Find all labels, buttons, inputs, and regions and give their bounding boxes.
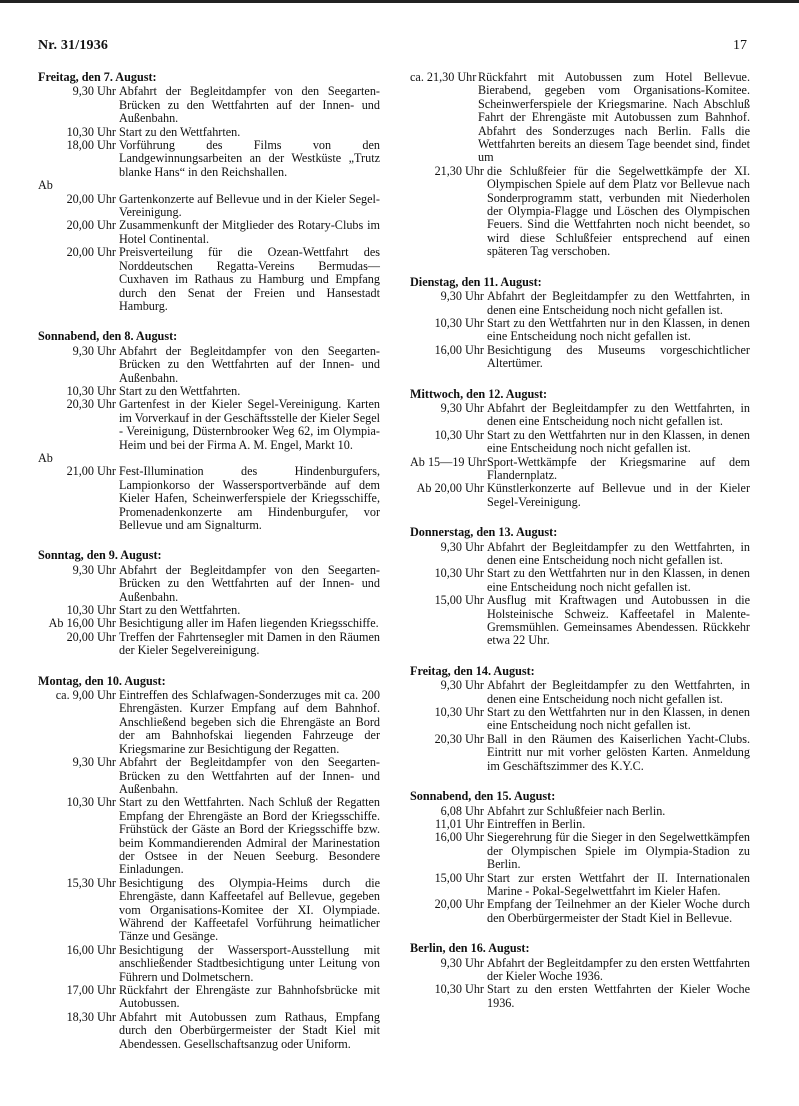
event-row (38, 126, 380, 139)
event-text: Fest-Illumination des Hindenburgufers, Lampionkorso der Wassersportverbände auf dem Kieler Hafen, Scheinwerferspiele der Kriegsschiffe, Promenadenkonzerte am Hindenburgufer, vor Bellevue und am Signalturm. (119, 464, 380, 532)
event-time: 16,00 Uhr (434, 342, 484, 357)
event-time: ca. 9,00 Uhr (55, 688, 116, 703)
event-time: 11,01 Uhr (435, 816, 484, 831)
event-text: Start zu den Wettfahrten nur in den Klassen, in denen eine Entscheidung noch nicht gefallen ist. (487, 566, 750, 594)
event-text: Siegerehrung für die Sieger in den Segelwettkämpfen der Olympischen Spiele im Olympia-Stadion zu Berlin. (487, 830, 750, 872)
event-time: 9,30 Uhr (440, 678, 484, 693)
event-time: 9,30 Uhr (440, 289, 484, 304)
right-column (410, 71, 750, 1027)
event-text: Abfahrt der Begleitdampfer von den Seegarten-Brücken zu den Wettfahrten auf der Innen- und Außenbahn. (119, 562, 380, 604)
event-row (38, 219, 380, 246)
event-text: Ball in den Räumen des Kaiserlichen Yacht-Clubs. Eintritt nur mit vorher gelösten Karten. Anmeldung im Geschäftszimmer des K.Y.C. (487, 731, 750, 773)
top-rule (0, 0, 799, 3)
event-text: Abfahrt zur Schlußfeier nach Berlin. (487, 803, 666, 818)
event-text: Start zur ersten Wettfahrt der II. Internationalen Marine - Pokal-Segelwettfahrt im Kieler Hafen. (487, 870, 750, 898)
event-text: Abfahrt der Begleitdampfer von den Seegarten-Brücken zu den Wettfahrten auf der Innen- und Außenbahn. (119, 84, 380, 126)
event-text: Abfahrt mit Autobussen zum Rathaus, Empfang durch den Oberbürgermeister der Stadt Kiel mit Abendessen. Gesellschaftsanzug oder Uniform. (119, 1009, 380, 1051)
event-text: Besichtigung aller im Hafen liegenden Kriegsschiffe. (119, 616, 379, 631)
page-number: 17 (733, 38, 747, 53)
event-text: Start zu den Wettfahrten nur in den Klassen, in denen eine Entscheidung noch nicht gefallen ist. (487, 427, 750, 456)
event-row (410, 898, 750, 925)
event-row (38, 246, 380, 313)
event-row (410, 805, 750, 818)
day-block (410, 526, 750, 648)
event-row (410, 317, 750, 344)
event-text: Gartenfest in der Kieler Segel-Vereinigung. Karten im Vorverkauf in der Geschäftsstelle der Kieler Segel - Vereinigung, Düsternbrooker Weg 62, im Olympia-Heim und bei der Firma A. M. Engel, Markt 10. (119, 397, 380, 452)
event-row (410, 482, 750, 509)
event-row (38, 604, 380, 617)
event-time: 20,00 Uhr (66, 191, 116, 206)
event-text: Abfahrt der Begleitdampfer zu den ersten Wettfahrten der Kieler Woche 1936. (487, 955, 750, 983)
event-row (38, 877, 380, 944)
event-row (410, 165, 750, 259)
event-row (38, 756, 380, 796)
event-row (38, 984, 380, 1011)
event-text: Start zu den Wettfahrten. Nach Schluß der Regatten Empfang der Ehrengäste an Bord der Kriegsschiffe. Frühstück der Gäste an Bord der Kriegsschiffe bzw. beim Kommandierenden Admiral der Marinestation der Ostsee in der Neuen Seeburg. Besondere Einladungen. (119, 795, 380, 877)
event-time: 15,00 Uhr (434, 870, 484, 885)
event-row (410, 429, 750, 456)
event-row (38, 345, 380, 385)
day-heading: Freitag, den 7. August: (38, 70, 157, 84)
event-time: 9,30 Uhr (72, 84, 116, 99)
event-row (410, 402, 750, 429)
event-text: Besichtigung des Museums vorgeschichtlicher Altertümer. (487, 342, 750, 371)
event-time: 9,30 Uhr (72, 755, 116, 770)
day-block (38, 330, 380, 532)
event-time: 10,30 Uhr (66, 124, 116, 139)
event-time: 21,30 Uhr (434, 163, 484, 178)
event-row (410, 733, 750, 773)
event-time: 10,30 Uhr (66, 795, 116, 810)
day-heading: Sonntag, den 9. August: (38, 548, 162, 563)
event-time: Ab 20,00 Uhr (416, 481, 484, 496)
event-text: Empfang der Teilnehmer an der Kieler Woche durch den Oberbürgermeister der Stadt Kiel in Bellevue. (487, 897, 750, 925)
event-time: 15,00 Uhr (434, 593, 484, 608)
event-text: die Schlußfeier für die Segelwettkämpfe der XI. Olympischen Spiele auf dem Platz vor Bellevue nach Sonderprogramm statt, verbunden mit Niederholen der Olympia-Flagge und Löschen des Olympischen Feuers. Sind die Wettfahrten noch nicht beendet, so wird diese Schlußfeier entsprechend auf einen späteren Tag verschoben. (487, 163, 750, 259)
event-time: 18,00 Uhr (66, 138, 116, 153)
event-row (38, 85, 380, 125)
day-block (410, 790, 750, 925)
event-row (410, 567, 750, 594)
day-block (410, 665, 750, 773)
event-text: Abfahrt der Begleitdampfer von den Seegarten-Brücken zu den Wettfahrten auf der Innen- und Außenbahn. (119, 343, 380, 385)
event-time: 20,00 Uhr (66, 245, 116, 260)
event-time: 20,00 Uhr (66, 218, 116, 233)
event-text: Abfahrt der Begleitdampfer von den Seegarten-Brücken zu den Wettfahrten auf der Innen- und Außenbahn. (119, 755, 380, 796)
event-row (410, 957, 750, 984)
event-time: 10,30 Uhr (66, 603, 116, 618)
event-text: Start zu den Wettfahrten nur in den Klassen, in denen eine Entscheidung noch nicht gefallen ist. (487, 315, 750, 344)
day-heading: Sonnabend, den 15. August: (410, 789, 556, 804)
event-row (410, 344, 750, 371)
event-text: Start zu den Wettfahrten. (119, 603, 241, 618)
event-row (38, 689, 380, 756)
event-text: Sport-Wettkämpfe der Kriegsmarine auf dem Flandernplatz. (487, 454, 750, 482)
day-block (38, 71, 380, 313)
event-text: Start zu den ersten Wettfahrten der Kieler Woche 1936. (487, 982, 750, 1010)
event-time: 21,00 Uhr (66, 464, 116, 479)
event-time: 10,30 Uhr (434, 427, 484, 442)
continued-events (410, 71, 750, 259)
day-block (410, 388, 750, 510)
event-row (410, 872, 750, 899)
event-time: 18,30 Uhr (66, 1009, 116, 1024)
event-time: 10,30 Uhr (66, 383, 116, 398)
event-row (38, 564, 380, 604)
event-row (38, 796, 380, 876)
event-row (410, 290, 750, 317)
day-heading: Montag, den 10. August: (38, 673, 166, 688)
event-text: Vorführung des Films von den Landgewinnungsarbeiten an der Westküste „Trutz blanke Hans“ in den Reichshallen. (119, 138, 380, 179)
day-heading: Mittwoch, den 12. August: (410, 386, 548, 401)
event-text: Künstlerkonzerte auf Bellevue und in der Kieler Segel-Vereinigung. (487, 481, 750, 509)
event-text: Zusammenkunft der Mitglieder des Rotary-Clubs im Hotel Continental. (119, 218, 380, 246)
event-text: Besichtigung des Olympia-Heims durch die Ehrengäste, dann Kaffeetafel auf Bellevue, gegeben vom Organisations-Komitee der XI. Olympiade. Während der Kaffeetafel Vorführung heimatlicher Tänze und Gesänge. (119, 875, 380, 944)
event-time: 10,30 Uhr (434, 982, 484, 997)
day-heading: Freitag, den 14. August: (410, 663, 535, 678)
event-text: Gartenkonzerte auf Bellevue und in der Kieler Segel-Vereinigung. (119, 191, 380, 220)
event-row (38, 1011, 380, 1051)
event-text: Start zu den Wettfahrten nur in den Klassen, in denen eine Entscheidung noch nicht gefallen ist. (487, 705, 750, 733)
event-text: Abfahrt der Begleitdampfer zu den Wettfahrten, in denen eine Entscheidung noch nicht gefallen ist. (487, 539, 750, 567)
event-prefix: Ab (38, 178, 53, 193)
event-prefix: Ab (38, 450, 53, 465)
event-time: 9,30 Uhr (72, 343, 116, 358)
event-row (410, 71, 750, 165)
event-row (38, 465, 380, 532)
event-time: 20,00 Uhr (434, 897, 484, 912)
event-text: Besichtigung der Wassersport-Ausstellung mit anschließender Stadtbesichtigung unter Leitung von Führern und Dolmetschern. (119, 942, 380, 984)
event-row (38, 139, 380, 179)
event-text: Eintreffen des Schlafwagen-Sonderzuges mit ca. 200 Ehrengästen. Kurzer Empfang auf dem Bahnhof. Anschließend begeben sich die Ehrengäste an Bord der am Bahnhofskai liegenden Fahrzeuge der Kriegsmarine zur Besichtigung der Regatten. (119, 688, 380, 756)
event-row (38, 385, 380, 398)
event-time: 9,30 Uhr (440, 400, 484, 415)
event-row (410, 541, 750, 568)
event-row (410, 818, 750, 831)
event-time: 9,30 Uhr (440, 955, 484, 970)
event-row (410, 594, 750, 648)
event-time: 10,30 Uhr (434, 705, 484, 720)
day-block (38, 675, 380, 1051)
day-heading: Dienstag, den 11. August: (410, 274, 542, 289)
day-block (410, 942, 750, 1010)
event-text: Abfahrt der Begleitdampfer zu den Wettfahrten, in denen eine Entscheidung noch nicht gefallen ist. (487, 400, 750, 429)
day-block (410, 276, 750, 371)
event-time: 6,08 Uhr (440, 803, 484, 818)
event-row (38, 193, 380, 220)
event-time: 20,00 Uhr (66, 629, 116, 644)
event-time: 9,30 Uhr (72, 562, 116, 577)
event-time: 10,30 Uhr (434, 315, 484, 330)
event-time: 16,00 Uhr (66, 942, 116, 957)
event-time: Ab 15—19 Uhr (410, 454, 487, 469)
event-row (38, 617, 380, 630)
event-time: 9,30 Uhr (440, 539, 484, 554)
event-time: 20,30 Uhr (434, 731, 484, 746)
event-row (38, 631, 380, 658)
event-row (410, 831, 750, 871)
event-text: Eintreffen in Berlin. (487, 816, 586, 831)
event-row (38, 944, 380, 984)
event-time: 16,00 Uhr (434, 830, 484, 845)
event-text: Abfahrt der Begleitdampfer zu den Wettfahrten, in denen eine Entscheidung noch nicht gefallen ist. (487, 678, 750, 706)
event-text: Treffen der Fahrtensegler mit Damen in den Räumen der Kieler Segelvereinigung. (119, 629, 380, 658)
event-time: 17,00 Uhr (66, 983, 116, 997)
event-time: 10,30 Uhr (434, 566, 484, 581)
event-text: Preisverteilung für die Ozean-Wettfahrt des Norddeutschen Regatta-Vereins Bermudas—Cuxhaven im Rathaus zu Hamburg und Empfang durch den Senat der Freien und Hansestadt Hamburg. (119, 245, 380, 313)
event-text: Start zu den Wettfahrten. (119, 383, 241, 398)
day-heading: Berlin, den 16. August: (410, 941, 530, 956)
left-column (38, 71, 380, 1068)
issue-number: Nr. 31/1936 (38, 38, 109, 53)
event-row (410, 706, 750, 733)
event-row (410, 679, 750, 706)
event-time: 20,30 Uhr (66, 397, 116, 412)
event-time: 15,30 Uhr (66, 875, 116, 890)
event-text: Start zu den Wettfahrten. (119, 124, 241, 139)
event-time: Ab 16,00 Uhr (48, 616, 116, 631)
event-text: Rückfahrt der Ehrengäste zur Bahnhofsbrücke mit Autobussen. (119, 983, 380, 1011)
event-time: ca. 21,30 Uhr (410, 70, 477, 84)
event-row (410, 983, 750, 1010)
event-row (410, 456, 750, 483)
event-text: Ausflug mit Kraftwagen und Autobussen in die Holsteinische Schweiz. Kaffeetafel in Malente-Gremsmühlen. Gemeinsames Abendessen. Rückkehr etwa 22 Uhr. (487, 593, 750, 648)
day-heading: Sonnabend, den 8. August: (38, 329, 178, 344)
event-row (38, 398, 380, 452)
event-text: Rückfahrt mit Autobussen zum Hotel Bellevue. Bierabend, gegeben vom Organisations-Komitee. Scheinwerferspiele der Kriegsmarine. Nach Abschluß Fahrt der Ehrengäste mit Autobussen zum Bahnhof. Abfahrt des Sonderzuges nach Berlin. Falls die Wettfahrten bereits an diesem Tage beendet sind, findet um (478, 70, 750, 165)
day-block (38, 549, 380, 657)
day-heading: Donnerstag, den 13. August: (410, 525, 558, 540)
event-text: Abfahrt der Begleitdampfer zu den Wettfahrten, in denen eine Entscheidung noch nicht gefallen ist. (487, 289, 750, 317)
